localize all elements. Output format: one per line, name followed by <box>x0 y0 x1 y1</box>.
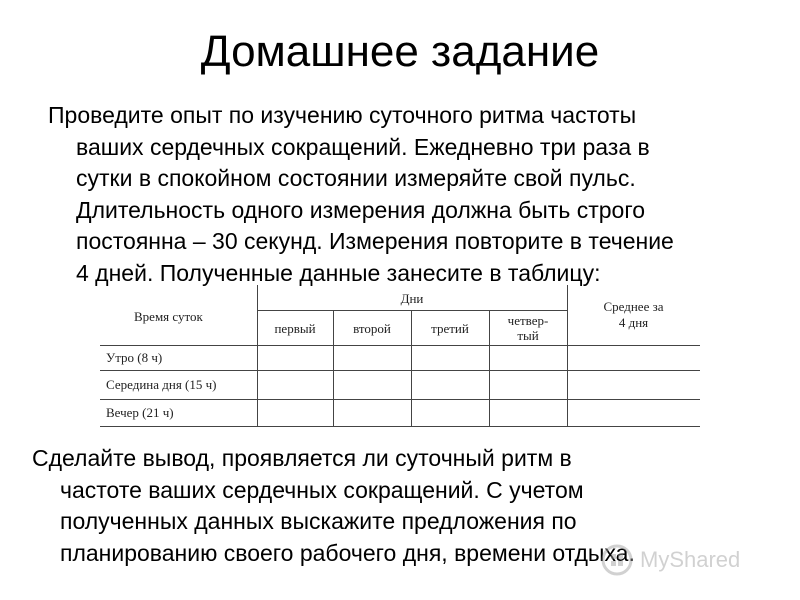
intro-line: ваших сердечных сокращений. Ежедневно три раза в <box>76 133 650 160</box>
header-time-of-day: Время суток <box>134 309 203 324</box>
table-border <box>100 345 700 346</box>
conclusion-line: частоте ваших сердечных сокращений. С учетом <box>60 476 584 503</box>
intro-line: постоянна – 30 секунд. Измерения повторите в течение <box>76 228 674 254</box>
conclusion-line: планированию своего рабочего дня, времени отдыха. <box>60 539 635 566</box>
header-average-line1: Среднее за <box>603 299 664 314</box>
header-day-1: первый <box>274 321 316 336</box>
watermark <box>600 542 775 578</box>
table-border <box>100 399 700 400</box>
intro-line: Длительность одного измерения должна быть строго <box>76 196 645 223</box>
header-days: Дни <box>400 291 424 306</box>
page-title: Домашнее задание <box>200 27 600 76</box>
measurement-table <box>100 285 700 427</box>
intro-line: Проведите опыт по изучению суточного ритма частоты <box>48 102 637 128</box>
table-border <box>100 370 700 371</box>
conclusion-line: полученных данных выскажите предложения по <box>60 508 577 534</box>
header-day-2: второй <box>353 321 391 336</box>
table-border <box>257 310 567 311</box>
row-midday: Середина дня (15 ч) <box>106 377 217 392</box>
header-day-4-line2: тый <box>517 328 539 343</box>
conclusion-line: Сделайте вывод, проявляется ли суточный ритм в <box>32 445 572 471</box>
myshared-logo-icon <box>600 543 634 577</box>
watermark-text: MyShared <box>640 547 741 572</box>
intro-line: сутки в спокойном состоянии измеряйте свой пульс. <box>76 165 636 191</box>
row-morning: Утро (8 ч) <box>106 350 163 365</box>
intro-line: 4 дней. Полученные данные занесите в таблицу: <box>76 259 601 286</box>
table-border <box>257 285 258 426</box>
header-day-3: третий <box>431 321 469 336</box>
row-evening: Вечер (21 ч) <box>106 405 174 420</box>
header-day-4-line1: четвер- <box>507 313 549 328</box>
table-border <box>100 426 700 427</box>
header-average-line2: 4 дня <box>618 315 649 330</box>
assignment-text <box>48 100 783 289</box>
